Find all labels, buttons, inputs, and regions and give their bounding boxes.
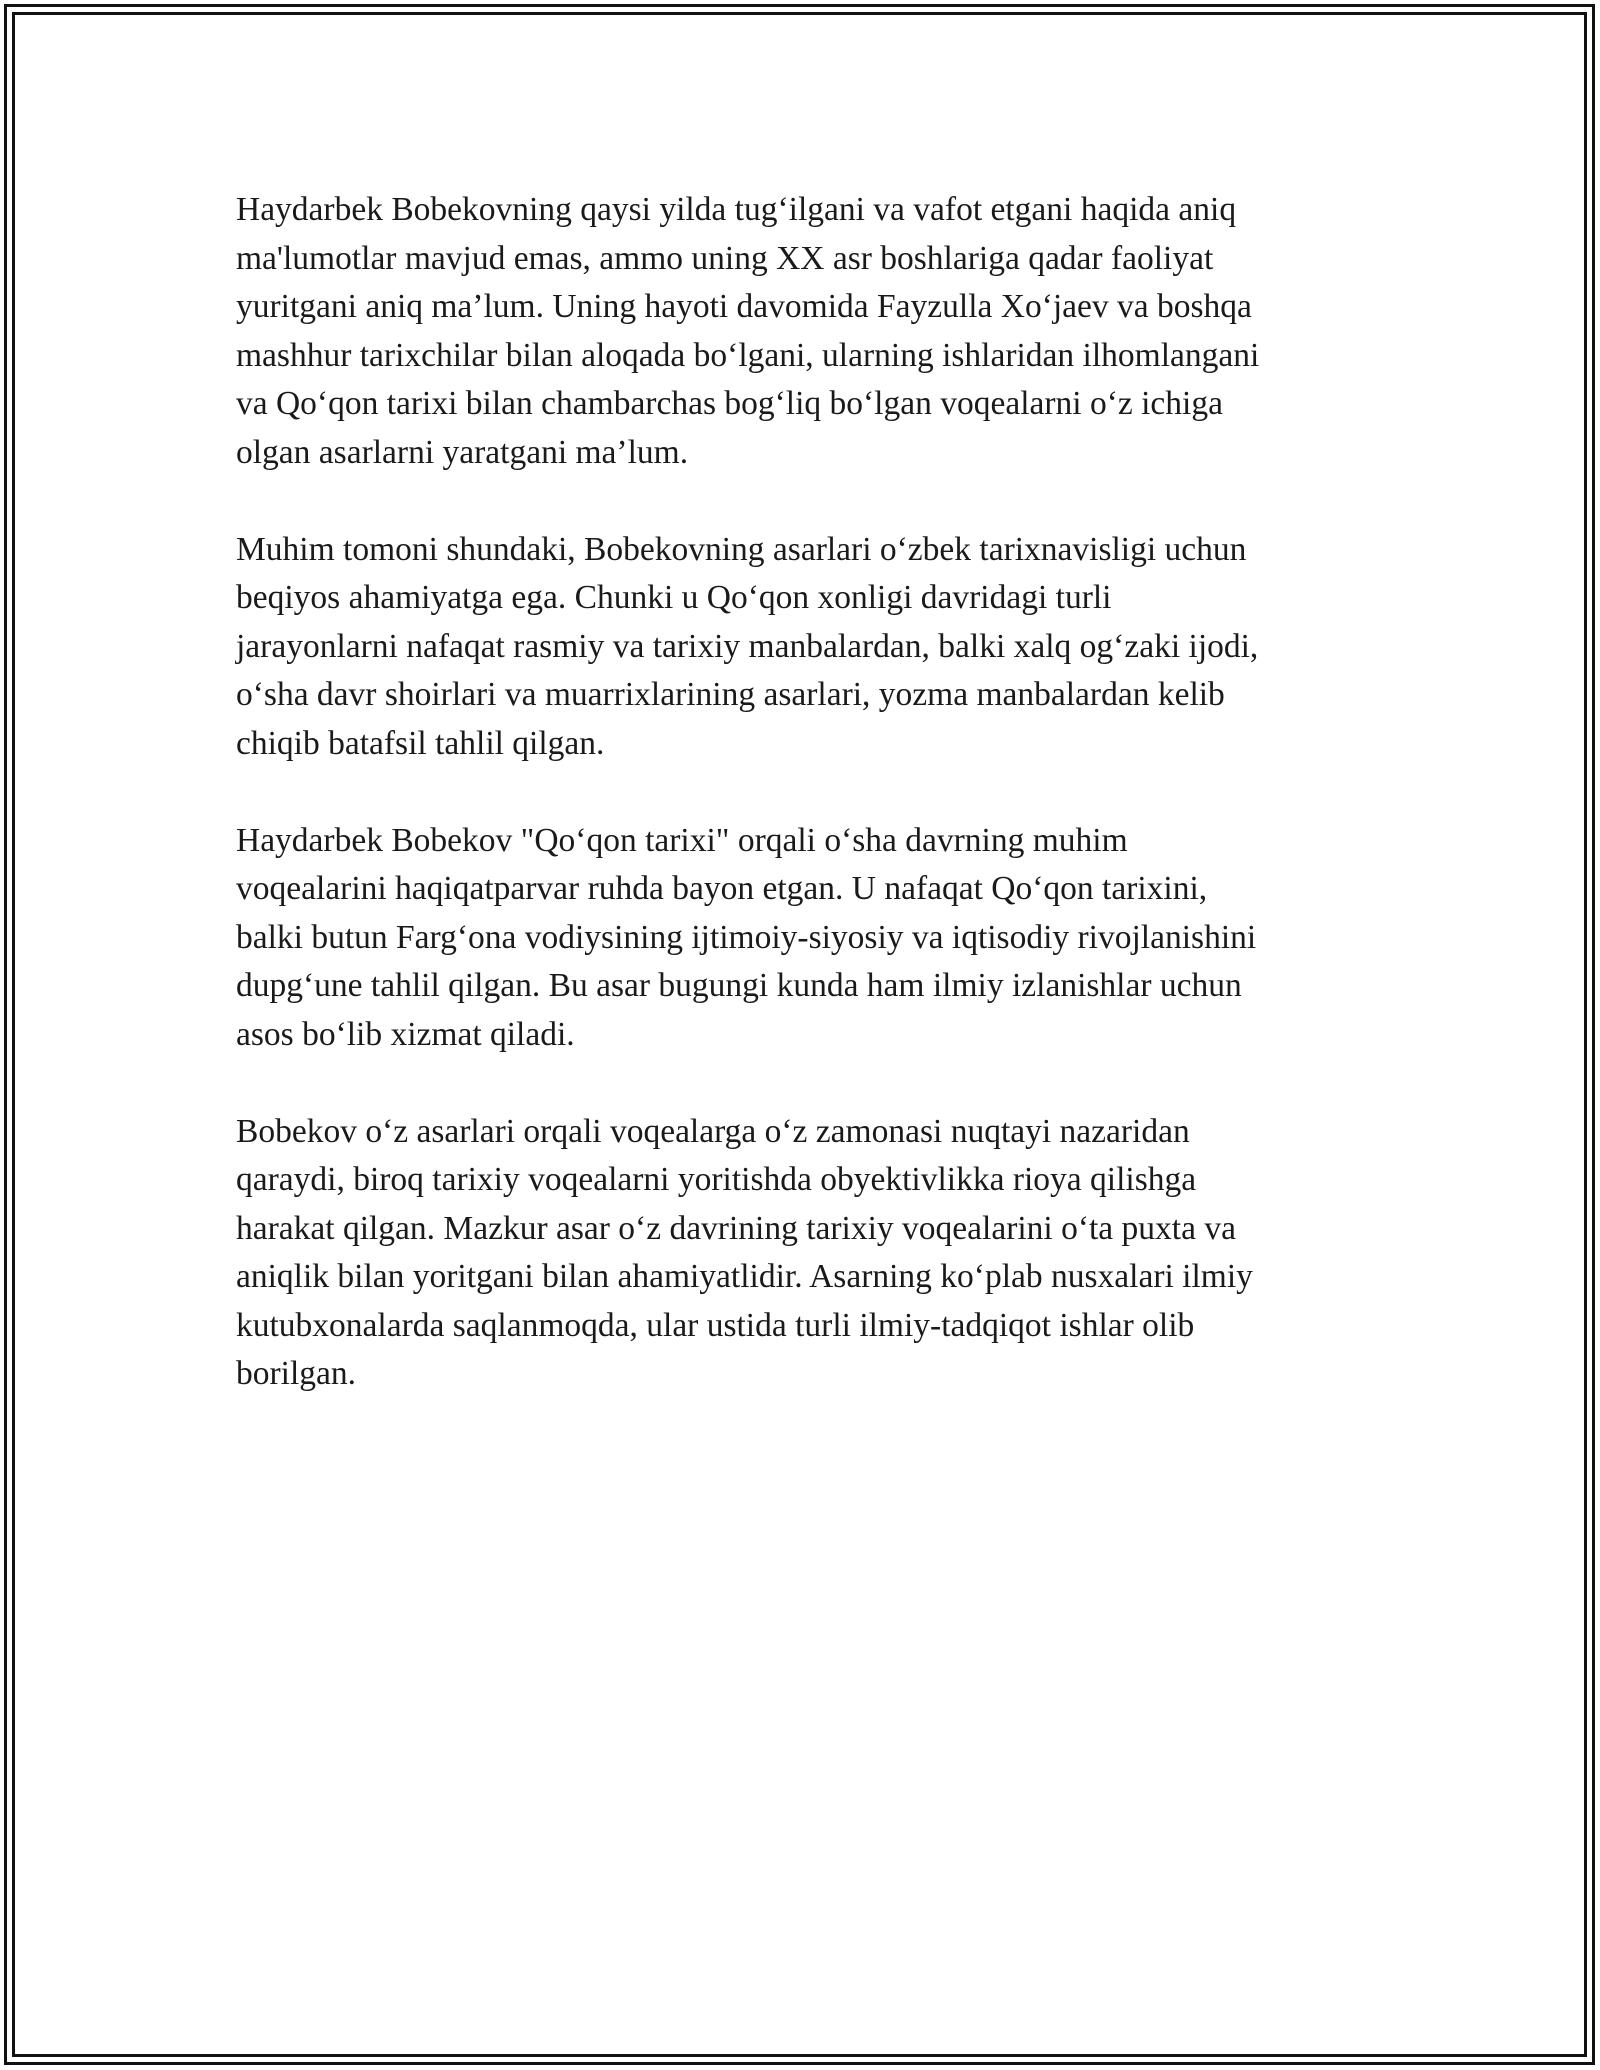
paragraph-4: Bobekov o‘z asarlari orqali voqealarga o‘z zamonasi nuqtayi nazaridan qaraydi, biroq tarixiy voqealarni yoritishda obyektivlikka rioya qilishga harakat qilgan. Mazkur asar o‘z davrining tarixiy voqealarini o‘ta puxta va aniqlik bilan yoritgani bilan ahamiyatlidir. Asarning ko‘plab nusxalari ilmiy kutubxonalarda saqlanmoqda, ular ustida turli ilmiy-tadqiqot ishlar olib borilgan. bbox=[236, 1112, 1253, 1392]
paragraph-3: Haydarbek Bobekov "Qo‘qon tarixi" orqali o‘sha davrning muhim voqealarini haqiqatparvar ruhda bayon etgan. U nafaqat Qo‘qon tarixini, balki butun Farg‘ona vodiysining ijtimoiy-siyosiy va iqtisodiy rivojlanishini dupg‘une tahlil qilgan. Bu asar bugungi kunda ham ilmiy izlanishlar uchun asos bo‘lib xizmat qiladi. bbox=[236, 821, 1257, 1053]
paragraph-1: Haydarbek Bobekovning qaysi yilda tug‘ilgani va vafot etgani haqida aniq ma'lumotlar mavjud emas, ammo uning XX asr boshlariga qadar faoliyat yuritgani aniq ma’lum. Uning hayoti davomida Fayzulla Xo‘jaev va boshqa mashhur tarixchilar bilan aloqada bo‘lgani, ularning ishlaridan ilhomlangani va Qo‘qon tarixi bilan chambarchas bog‘liq bo‘lgan voqealarni o‘z ichiga olgan asarlarni yaratgani ma’lum. bbox=[236, 191, 1260, 471]
paragraph-2: Muhim tomoni shundaki, Bobekovning asarlari o‘zbek tarixnavisligi uchun beqiyos ahamiyatga ega. Chunki u Qo‘qon xonligi davridagi turli jarayonlarni nafaqat rasmiy va tarixiy manbalardan, balki xalq og‘zaki ijodi, o‘sha davr shoirlari va muarrixlarining asarlari, yozma manbalardan kelib chiqib batafsil tahlil qilgan. bbox=[236, 530, 1259, 762]
document-body bbox=[236, 186, 1376, 1447]
